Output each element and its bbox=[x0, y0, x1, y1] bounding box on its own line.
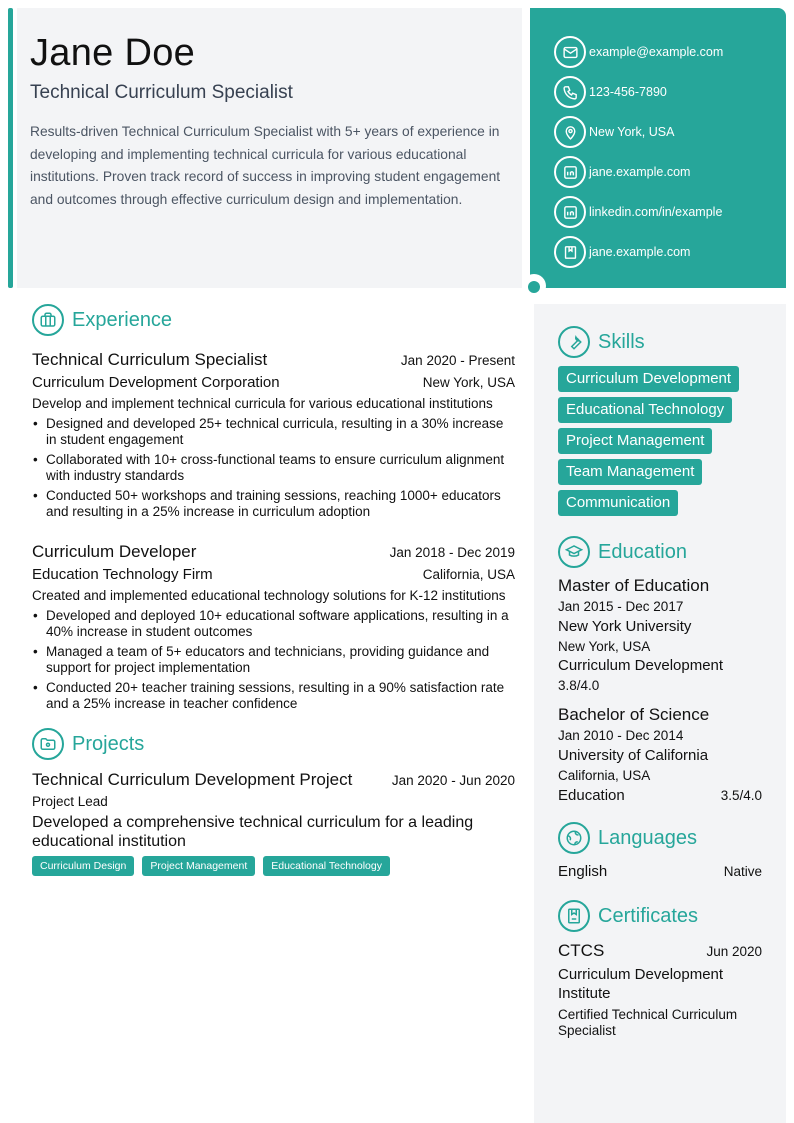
experience-header bbox=[32, 304, 515, 336]
experience-description: Created and implemented educational technology solutions for K-12 institutions bbox=[32, 588, 506, 603]
education-header bbox=[558, 536, 762, 568]
project-role: Project Lead bbox=[32, 794, 108, 809]
languages-header bbox=[558, 822, 762, 854]
experience-dates: Jan 2018 - Dec 2019 bbox=[389, 545, 515, 560]
mail-icon bbox=[554, 36, 586, 68]
experience-bullets bbox=[32, 608, 515, 712]
languages-title: Languages bbox=[598, 826, 697, 849]
education-school: University of California bbox=[558, 747, 709, 764]
bookmark-icon bbox=[554, 236, 586, 268]
bullet-item: • Managed a team of 5+ educators and technicians, providing guidance and support for project implementation bbox=[32, 644, 515, 676]
experience-role: Technical Curriculum Specialist bbox=[32, 350, 268, 369]
education-title: Education bbox=[598, 540, 687, 563]
education-dates: Jan 2010 - Dec 2014 bbox=[558, 728, 684, 743]
summary: Results-driven Technical Curriculum Specialist with 5+ years of experience in developing and implementing technical curricula for various educational institutions. Proven track record of success in improving student engagement and outcomes through effective curriculum design and implementation. bbox=[30, 124, 501, 208]
experience-title: Experience bbox=[72, 308, 173, 331]
experience-location: New York, USA bbox=[422, 375, 515, 390]
side-column bbox=[558, 326, 762, 1039]
certificate-issuer: Curriculum Development Institute bbox=[558, 966, 724, 1002]
experience-company: Curriculum Development Corporation bbox=[32, 374, 280, 391]
contact-email-text: example@example.com bbox=[589, 45, 724, 59]
certificate-description: Certified Technical Curriculum Specialist bbox=[558, 1007, 738, 1038]
folder-icon bbox=[32, 728, 64, 760]
experience-bullets bbox=[32, 416, 515, 520]
experience-role: Curriculum Developer bbox=[32, 542, 197, 561]
education-location: New York, USA bbox=[558, 639, 651, 654]
skill-tag: Project Management bbox=[558, 428, 712, 454]
project-tags bbox=[32, 856, 515, 876]
contact-phone[interactable] bbox=[554, 72, 786, 112]
certificate-date: Jun 2020 bbox=[706, 944, 762, 959]
bullet-item: • Conducted 20+ teacher training sessions, resulting in a 90% satisfaction rate and a 25% increase in teacher confidence bbox=[32, 680, 515, 712]
project-tag: Curriculum Design bbox=[32, 856, 134, 876]
phone-icon bbox=[554, 76, 586, 108]
education-gpa: 3.8/4.0 bbox=[558, 678, 600, 693]
bullet-item: • Collaborated with 10+ cross-functional teams to ensure curriculum alignment with industry standards bbox=[32, 452, 515, 484]
skill-tag: Communication bbox=[558, 490, 678, 516]
skills-title: Skills bbox=[598, 330, 645, 353]
main-column bbox=[32, 304, 515, 876]
skill-tag: Team Management bbox=[558, 459, 702, 485]
education-item bbox=[558, 576, 762, 693]
wrench-icon bbox=[558, 326, 590, 358]
language-name: English bbox=[558, 863, 608, 880]
globe-icon bbox=[558, 822, 590, 854]
education-field: Curriculum Development bbox=[558, 657, 724, 674]
projects-title: Projects bbox=[72, 732, 145, 755]
certificate-name: CTCS bbox=[558, 941, 605, 960]
graduation-cap-icon bbox=[558, 536, 590, 568]
experience-description: Develop and implement technical curricula for various educational institutions bbox=[32, 396, 493, 411]
contact-phone-text: 123-456-7890 bbox=[589, 85, 667, 99]
education-item bbox=[558, 705, 762, 804]
contact-email[interactable] bbox=[554, 32, 786, 72]
contact-portfolio-text: jane.example.com bbox=[589, 245, 691, 259]
skills-list bbox=[558, 366, 762, 516]
experience-item bbox=[32, 542, 515, 712]
education-school: New York University bbox=[558, 618, 692, 635]
education-degree: Master of Education bbox=[558, 576, 710, 595]
certificates-header bbox=[558, 900, 762, 932]
education-dates: Jan 2015 - Dec 2017 bbox=[558, 599, 684, 614]
experience-location: California, USA bbox=[422, 567, 515, 582]
skills-header bbox=[558, 326, 762, 358]
candidate-title: Technical Curriculum Specialist bbox=[30, 82, 293, 103]
project-dates: Jan 2020 - Jun 2020 bbox=[391, 773, 515, 788]
certificate-item bbox=[558, 941, 762, 961]
location-pin-icon bbox=[554, 116, 586, 148]
experience-company: Education Technology Firm bbox=[32, 566, 213, 583]
language-item bbox=[558, 863, 762, 880]
bullet-item: • Developed and deployed 10+ educational software applications, resulting in a 40% increase in student outcomes bbox=[32, 608, 515, 640]
contact-linkedin[interactable] bbox=[554, 192, 786, 232]
education-location: California, USA bbox=[558, 768, 651, 783]
language-level: Native bbox=[723, 864, 762, 879]
project-tag: Project Management bbox=[142, 856, 255, 876]
education-degree: Bachelor of Science bbox=[558, 705, 710, 724]
experience-item bbox=[32, 350, 515, 520]
experience-dates: Jan 2020 - Present bbox=[400, 353, 515, 368]
education-field: Education bbox=[558, 787, 625, 804]
project-tag: Educational Technology bbox=[263, 856, 390, 876]
projects-header bbox=[32, 728, 515, 760]
candidate-name: Jane Doe bbox=[30, 32, 196, 74]
header bbox=[17, 8, 522, 288]
certificate-icon bbox=[558, 900, 590, 932]
contact-website-text: jane.example.com bbox=[589, 165, 691, 179]
contact-location-text: New York, USA bbox=[589, 125, 675, 139]
education-gpa: 3.5/4.0 bbox=[720, 788, 762, 803]
skill-tag: Educational Technology bbox=[558, 397, 732, 423]
contact-location bbox=[554, 112, 786, 152]
contact-panel bbox=[530, 8, 786, 288]
linkedin-icon bbox=[554, 156, 586, 188]
project-item bbox=[32, 770, 515, 876]
contact-linkedin-text: linkedin.com/in/example bbox=[589, 205, 723, 219]
contact-portfolio[interactable] bbox=[554, 232, 786, 272]
project-name: Technical Curriculum Development Project bbox=[32, 770, 353, 789]
linkedin-icon bbox=[554, 196, 586, 228]
bullet-item: • Conducted 50+ workshops and training sessions, reaching 1000+ educators and resulting in a 25% increase in curriculum adoption bbox=[32, 488, 515, 520]
briefcase-icon bbox=[32, 304, 64, 336]
contact-website[interactable] bbox=[554, 152, 786, 192]
certificates-title: Certificates bbox=[598, 904, 699, 927]
bullet-item: • Designed and developed 25+ technical curricula, resulting in a 30% increase in student engagement bbox=[32, 416, 515, 448]
project-description: Developed a comprehensive technical curriculum for a leading educational institution bbox=[32, 814, 474, 850]
decorative-dot bbox=[528, 281, 540, 293]
skill-tag: Curriculum Development bbox=[558, 366, 739, 392]
header-accent-bar bbox=[8, 8, 13, 288]
